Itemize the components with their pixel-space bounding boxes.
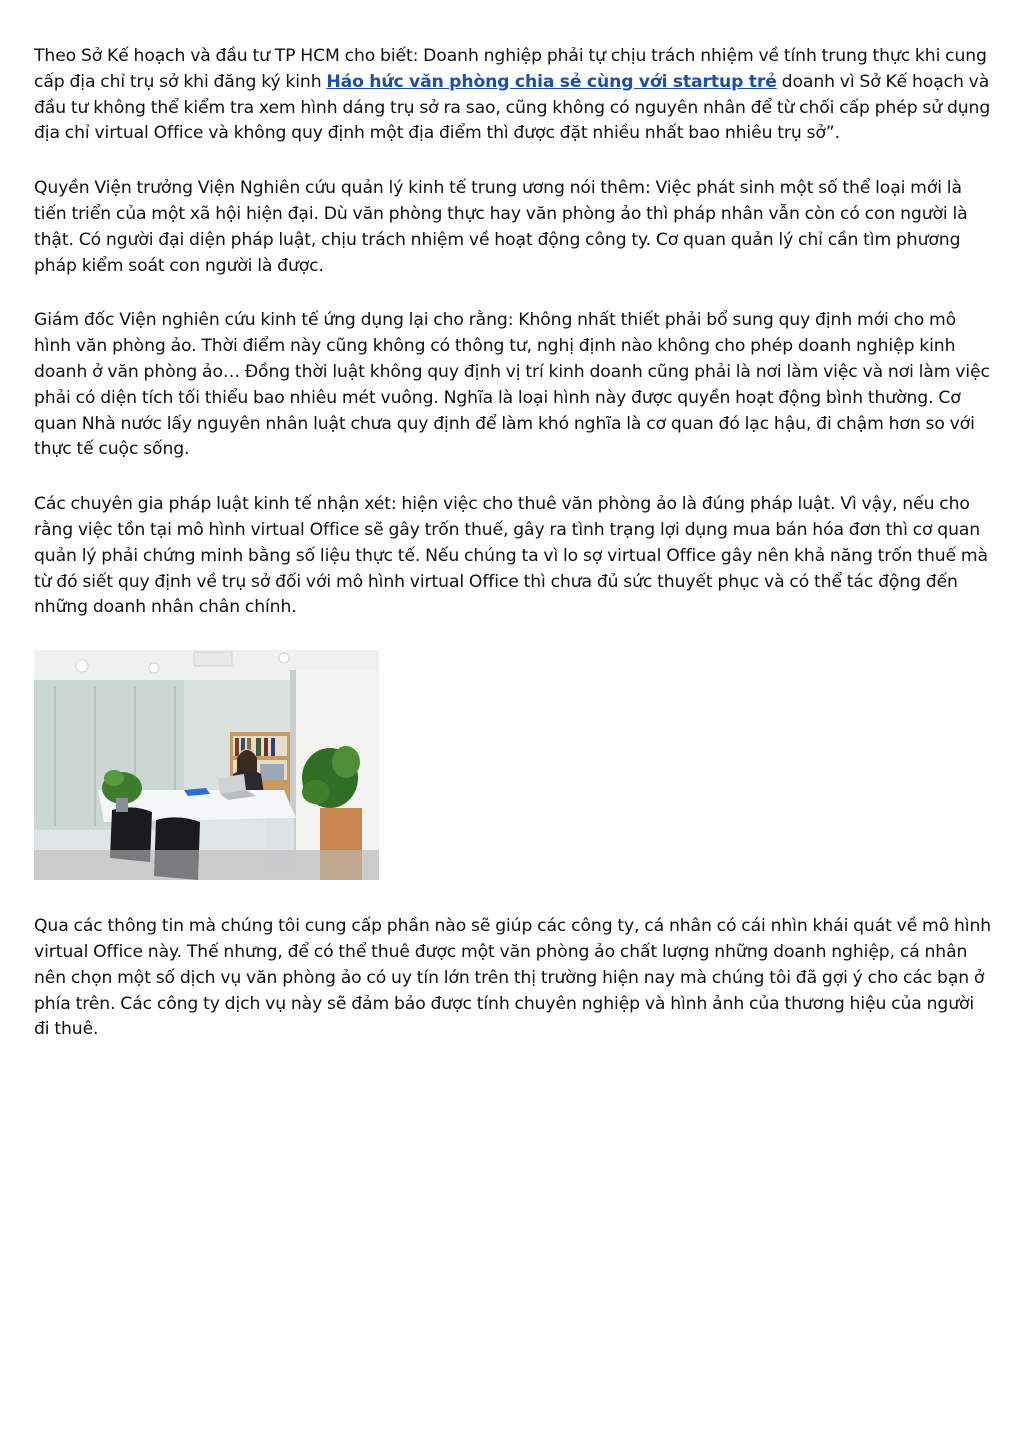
paragraph-1-text-start: Theo Sở Kế hoạch và đầu tư TP HCM cho biết: Doanh nghiệp phải tự chịu trách nhiệm về tính trung thực khi cung cấp địa chỉ trụ sở khi đăng ký kinh — [34, 46, 987, 92]
paragraph-5: Qua các thông tin mà chúng tôi cung cấp phần nào sẽ giúp các công ty, cá nhân có cái nhìn khái quát về mô hình virtual Office này. Thế nhưng, để có thể thuê được một văn phòng ảo chất lượng những doanh nghiệp, cá nhân nên chọn một số dịch vụ văn phòng ảo có uy tín lớn trên thị trường hiện nay mà chúng tôi đã gợi ý cho các bạn ở phía trên. Các công ty dịch vụ này sẽ đảm bảo được tính chuyên nghiệp và hình ảnh của thương hiệu của người đi thuê. — [34, 916, 992, 1040]
paragraph-2: Quyền Viện trưởng Viện Nghiên cứu quản lý kinh tế trung ương nói thêm: Việc phát sinh một số thể loại mới là tiến triển của một xã hội hiện đại. Dù văn phòng thực hay văn phòng ảo thì pháp nhân vẫn còn có con người là thật. Có người đại diện pháp luật, chịu trách nhiệm về hoạt động công ty. Cơ quan quản lý chỉ cần tìm phương pháp kiểm soát con người là được. — [34, 178, 968, 276]
paragraph-4: Các chuyên gia pháp luật kinh tế nhận xét: hiện việc cho thuê văn phòng ảo là đúng pháp luật. Vì vậy, nếu cho rằng việc tồn tại mô hình virtual Office sẽ gây trốn thuế, gây ra tình trạng lợi dụng mua bán hóa đơn thì cơ quan quản lý phải chứng minh bằng số liệu thực tế. Nếu chúng ta vì lo sợ virtual Office gây nên khả năng trốn thuế mà từ đó siết quy định về trụ sở đối với mô hình virtual Office thì chưa đủ sức thuyết phục và có thể tác động đến những doanh nhân chân chính. — [34, 494, 988, 618]
paragraph-3: Giám đốc Viện nghiên cứu kinh tế ứng dụng lại cho rằng: Không nhất thiết phải bổ sung quy định mới cho mô hình văn phòng ảo. Thời điểm này cũng không có thông tư, nghị định nào không cho phép doanh nghiệp kinh doanh ở văn phòng ảo… Đồng thời luật không quy định vị trí kinh doanh cũng phải là nơi làm việc và nơi làm việc phải có diện tích tối thiểu bao nhiêu mét vuông. Nghĩa là loại hình này được quyền hoạt động bình thường. Cơ quan Nhà nước lấy nguyên nhân luật chưa quy định để làm khó nghĩa là cơ quan đó lạc hậu, đi chậm hơn so với thực tế cuộc sống. — [34, 310, 990, 460]
startup-office-link[interactable]: Háo hức văn phòng chia sẻ cùng với startup trẻ — [326, 71, 777, 92]
paragraph-1 — [34, 44, 992, 147]
paragraph-1-text-end: doanh vì Sở Kế hoạch và đầu tư không thể kiểm tra xem hình dáng trụ sở ra sao, cũng không có nguyên nhân để từ chối cấp phép sử dụng địa chỉ virtual Office và không quy định một địa điểm thì được đặt nhiều nhất bao nhiêu trụ sở”. — [34, 71, 991, 144]
office-photo — [34, 650, 379, 880]
document-page — [34, 44, 992, 1072]
